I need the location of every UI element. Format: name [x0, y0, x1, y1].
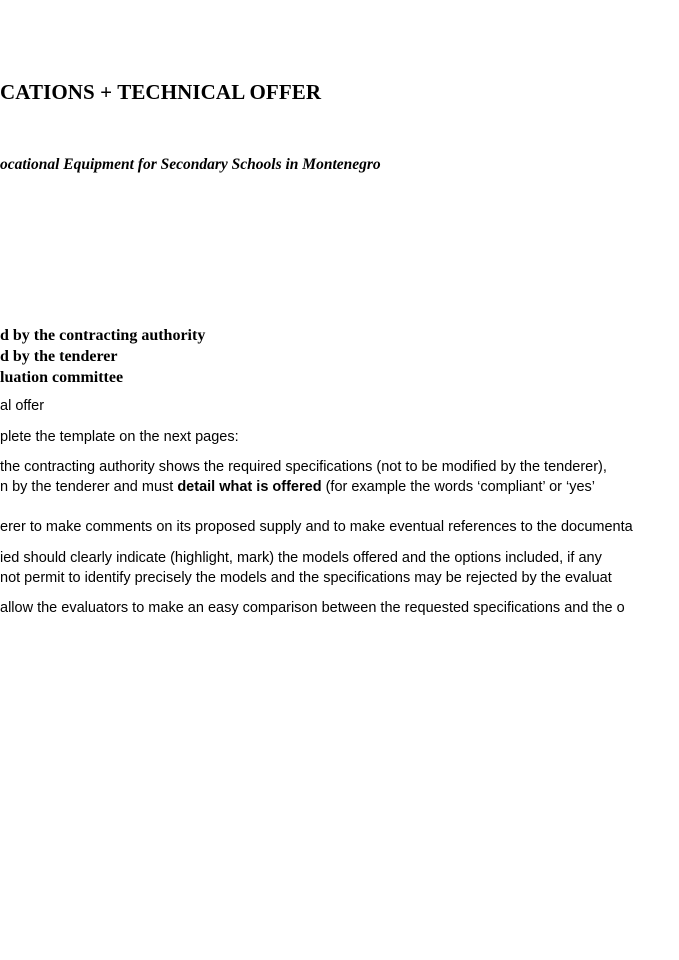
paragraph-1-line-2 — [0, 480, 595, 495]
paragraph-3-line-2: not permit to identify precisely the models and the specifications may be rejected by the evaluat — [0, 570, 612, 586]
paragraph-4: allow the evaluators to make an easy comparison between the requested specifications and the o — [0, 600, 625, 616]
paragraph-1-line-1: the contracting authority shows the required specifications (not to be modified by the tenderer), — [0, 459, 607, 475]
paragraph-1-emphasis: detail what is offered — [177, 479, 322, 495]
paragraph-3-line-1: ied should clearly indicate (highlight, mark) the models offered and the options included, if any — [0, 550, 602, 566]
paragraph-1-text-before: n by the tenderer and must — [0, 479, 178, 495]
paragraph-2: erer to make comments on its proposed supply and to make eventual references to the documenta — [0, 519, 633, 535]
legend-tenderer: d by the tenderer — [0, 348, 118, 365]
paragraph-1-text-after: (for example the words ‘compliant’ or ‘yes’ — [321, 479, 596, 495]
legend-evaluation-committee: luation committee — [0, 369, 124, 386]
legend-contracting-authority: d by the contracting authority — [0, 327, 206, 344]
section-label: al offer — [0, 398, 45, 414]
document-subtitle: ocational Equipment for Secondary Schools in Montenegro — [0, 156, 381, 173]
document-title: CATIONS + TECHNICAL OFFER — [0, 80, 322, 104]
instruction-text: plete the template on the next pages: — [0, 429, 239, 445]
